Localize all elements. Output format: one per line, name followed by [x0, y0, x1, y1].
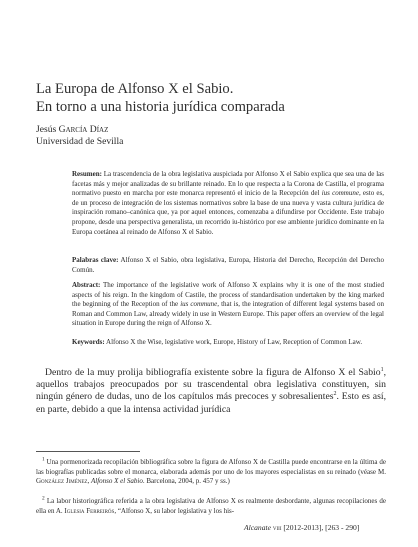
- title-line-1: La Europa de Alfonso X el Sabio.: [36, 81, 234, 97]
- footnote-2: [36, 497, 386, 516]
- resumen-italic-term: ius commune: [321, 189, 359, 198]
- footnote-2-text-2: , “Alfonso X, su labor legislativa y los his-: [114, 506, 235, 515]
- keywords-label: Keywords:: [72, 338, 105, 346]
- footnote-1-text-2: ,: [87, 477, 91, 486]
- author-affiliation: Universidad de Sevilla: [36, 136, 124, 147]
- abstract-text-1: The importance of the legislative work of Alfonso X explains why it is one of the most studied aspects of his reign. In the kingdom of Castile, the process of standardisation undertaken by the king marked the beginning of the Reception of the: [72, 281, 384, 309]
- author-name: [36, 124, 108, 136]
- abstract-block: [72, 281, 384, 329]
- resumen-block: [72, 170, 384, 237]
- footnote-1-number: 1: [42, 456, 45, 463]
- footnote-2-text-1: La labor historiográfica referida a la obra legislativa de Alfonso X es realmente desbordante, algunas recopilaciones de ella en A.: [36, 497, 386, 515]
- abstract-text-2: , that is, the integration of different legal systems based on Roman and Common Law, already widely in use in Western Europe. This paper offers an overview of the legal situation in Europe during the reign of Alfonso X.: [72, 300, 384, 328]
- footnote-ref-1[interactable]: 1: [380, 366, 384, 373]
- body-text-2: , aquellos trabajos preocupados por su trascendental obra legislativa constituyen, sin ningún género de dudas, uno de los capítulos más precoces y sobresalientes: [36, 367, 386, 403]
- resumen-label: Resumen:: [72, 170, 102, 178]
- footnote-1-author: González Jiménez: [36, 477, 88, 486]
- palabras-clave-text: Alfonso X el Sabio, obra legislativa, Europa, Historia del Derecho, Recepción del Derecho Común.: [72, 256, 384, 274]
- journal-folio: [244, 523, 359, 533]
- title-line-2: En torno a una historia jurídica comparada: [36, 99, 285, 115]
- abstract-italic-term: ius commune: [180, 300, 218, 309]
- abstract-label: Abstract:: [72, 281, 101, 289]
- footnote-divider: [36, 451, 140, 452]
- resumen-text-2: , esto es, de un proceso de integración de los sistemas normativos sobre la base de una nueva y vasta cultura jurídica de inspiración romano–canónica que, ya por aquel entonces, comenzaba a difundirse por Occidente. Este trabajo propone, desde una perspectiva generalista, un recorrido iu-histórico por ese ambiente jurídico dominante en la Europa coetánea al reinado de Alfonso X el Sabio.: [72, 189, 385, 236]
- footnote-ref-2[interactable]: 2: [333, 391, 337, 398]
- body-text-3: . Esto es así, en parte, debido a que la intensa actividad jurídica: [36, 391, 386, 415]
- keywords-block: [72, 338, 384, 348]
- footnote-1-book-title: Alfonso X el Sabio: [90, 477, 143, 486]
- footnote-1: [36, 458, 386, 487]
- footnote-1-text-3: . Barcelona, 2004, p. 457 y ss.): [142, 477, 230, 486]
- palabras-clave-block: [72, 256, 384, 275]
- footnote-2-number: 2: [42, 495, 45, 502]
- article-title: [36, 80, 396, 116]
- author-family-name: García Díaz: [58, 124, 109, 135]
- body-text-1: Dentro de la muy prolija bibliografía existente sobre la figura de Alfonso X el Sabio: [45, 367, 381, 378]
- palabras-clave-label: Palabras clave:: [72, 256, 119, 264]
- author-given-name: Jesús: [36, 124, 59, 135]
- resumen-text-1: La trascendencia de la obra legislativa auspiciada por Alfonso X el Sabio explica que sea una de las facetas más y mejor analizadas de su brillante reinado. En lo que respecta a la Corona de Castilla, el programa normativo puesto en marcha por este monarca representó el inicio de la Recepción del: [72, 170, 384, 198]
- footnote-1-text-1: Una pormenorizada recopilación bibliográfica sobre la figura de Alfonso X de Castilla puede encontrarse en la última de las biografías publicadas sobre el monarca, elaborada además por uno de los mayores especialistas en su reinado (véase M.: [36, 458, 386, 476]
- journal-name: Alcanate: [244, 523, 271, 532]
- keywords-text: Alfonso X the Wise, legislative work, Europe, History of Law, Reception of Common Law.: [104, 338, 363, 346]
- footnote-2-author: Iglesia Ferreirós: [64, 506, 115, 515]
- journal-issue-pages: viii [2012-2013], [263 - 290]: [271, 523, 360, 532]
- body-paragraph: [36, 367, 386, 416]
